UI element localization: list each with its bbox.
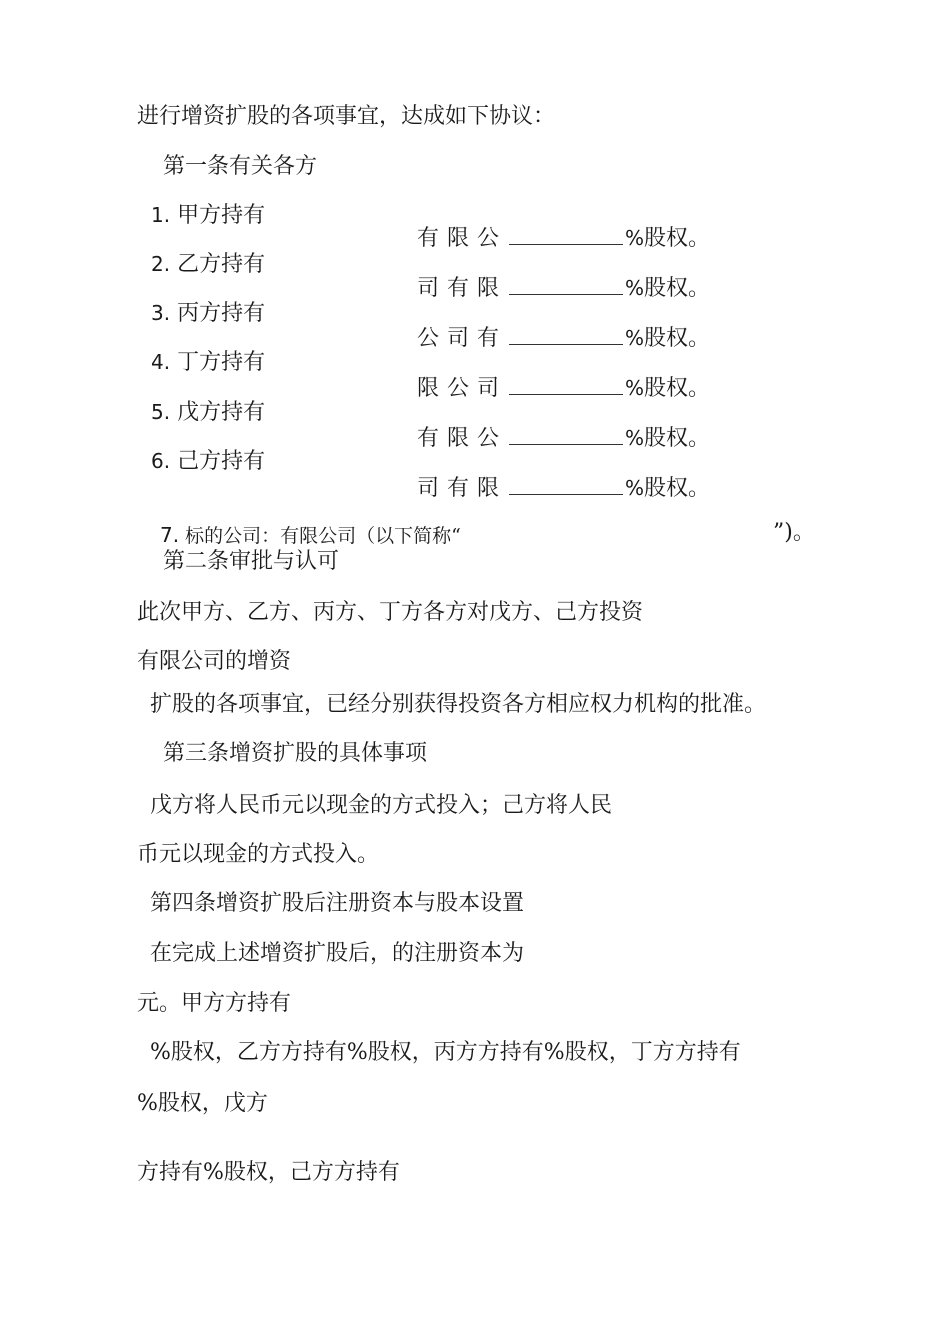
holding-suffix: 股权。 bbox=[644, 376, 711, 401]
article-2-line-1: 此次甲方、乙方、丙方、丁方各方对戊方、己方投资 bbox=[137, 600, 644, 625]
article-3-line-2: 币元以现金的方式投入。 bbox=[137, 842, 380, 867]
blank-line bbox=[509, 426, 623, 445]
party-number: 2. bbox=[151, 252, 171, 276]
holding-row-4 bbox=[417, 376, 710, 400]
article-4-line-5: 方持有%股权，己方方持有 bbox=[137, 1160, 400, 1185]
article-2-line-3: 扩股的各项事宜，已经分别获得投资各方相应权力机构的批准。 bbox=[150, 692, 767, 717]
holding-company: 有限公 bbox=[417, 426, 508, 451]
article-1-title: 第一条有关各方 bbox=[163, 154, 318, 179]
blank-line bbox=[509, 276, 623, 295]
holding-percent: % bbox=[625, 276, 645, 300]
party-number: 5. bbox=[151, 400, 171, 424]
holding-suffix: 股权。 bbox=[644, 326, 711, 351]
article-4-line-2: 元。甲方方持有 bbox=[137, 991, 292, 1016]
holding-percent: % bbox=[625, 376, 645, 400]
article-4-line-1: 在完成上述增资扩股后，的注册资本为 bbox=[150, 941, 525, 966]
article-4-line-4: %股权，戊方 bbox=[137, 1091, 268, 1116]
holding-row-3 bbox=[417, 326, 710, 350]
party-label: 乙方持有 bbox=[177, 252, 266, 277]
blank-line bbox=[509, 326, 623, 345]
holding-company: 司有限 bbox=[417, 276, 508, 301]
holding-company: 有限公 bbox=[417, 226, 508, 251]
holding-percent: % bbox=[625, 426, 645, 450]
article-4-title: 第四条增资扩股后注册资本与股本设置 bbox=[150, 891, 525, 916]
party-number: 4. bbox=[151, 350, 171, 374]
intro-text: 进行增资扩股的各项事宜，达成如下协议： bbox=[137, 104, 556, 129]
party-label: 丁方持有 bbox=[177, 350, 266, 375]
party-item-2 bbox=[151, 254, 265, 276]
item-7-close: ”)。 bbox=[773, 520, 815, 545]
holding-percent: % bbox=[625, 226, 645, 250]
holding-company: 限公司 bbox=[417, 376, 508, 401]
article-4-line-3: %股权，乙方方持有%股权，丙方方持有%股权，丁方方持有 bbox=[150, 1040, 741, 1065]
item-7-text: 标的公司：有限公司（以下简称“ bbox=[185, 525, 461, 547]
party-label: 戊方持有 bbox=[177, 400, 266, 425]
party-item-3 bbox=[151, 303, 265, 325]
article-2-line-2: 有限公司的增资 bbox=[137, 649, 292, 674]
party-item-6 bbox=[151, 451, 265, 473]
article-3-title: 第三条增资扩股的具体事项 bbox=[163, 741, 428, 766]
article-2-title: 第二条审批与认可 bbox=[163, 549, 340, 574]
party-number: 1. bbox=[151, 203, 171, 227]
holding-suffix: 股权。 bbox=[644, 426, 711, 451]
party-number: 6. bbox=[151, 449, 171, 473]
blank-line bbox=[509, 476, 623, 495]
blank-line bbox=[509, 226, 623, 245]
holding-suffix: 股权。 bbox=[644, 476, 711, 501]
holding-suffix: 股权。 bbox=[644, 276, 711, 301]
party-label: 己方持有 bbox=[177, 449, 266, 474]
item-7 bbox=[160, 525, 461, 546]
holding-percent: % bbox=[625, 326, 645, 350]
holding-row-5 bbox=[417, 426, 710, 450]
party-item-5 bbox=[151, 402, 265, 424]
party-label: 甲方持有 bbox=[177, 203, 266, 228]
holding-company: 司有限 bbox=[417, 476, 508, 501]
party-number: 3. bbox=[151, 301, 171, 325]
holding-row-1 bbox=[417, 226, 710, 250]
article-3-line-1: 戊方将人民币元以现金的方式投入；己方将人民 bbox=[150, 793, 613, 818]
item-7-number: 7. bbox=[160, 523, 180, 547]
party-item-1 bbox=[151, 205, 265, 227]
holding-row-2 bbox=[417, 276, 710, 300]
party-label: 丙方持有 bbox=[177, 301, 266, 326]
holding-company: 公司有 bbox=[417, 326, 508, 351]
party-item-4 bbox=[151, 352, 265, 374]
blank-line bbox=[509, 376, 623, 395]
holding-row-6 bbox=[417, 476, 710, 500]
holding-suffix: 股权。 bbox=[644, 226, 711, 251]
holding-percent: % bbox=[625, 476, 645, 500]
